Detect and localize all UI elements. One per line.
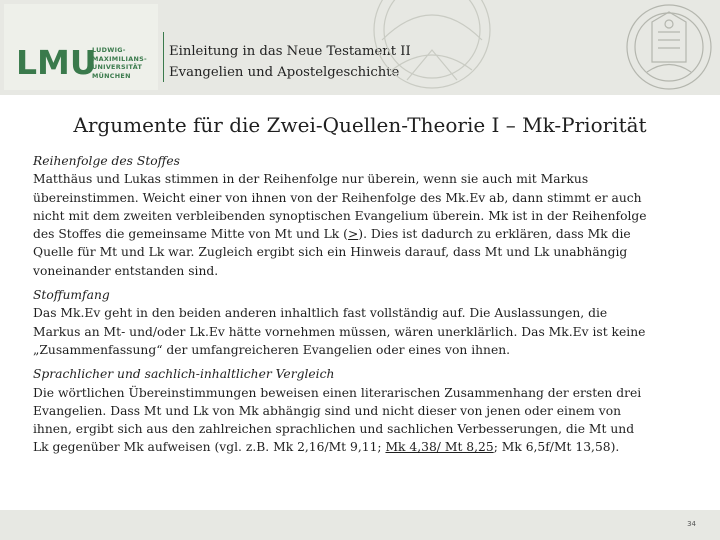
page-number: 34 <box>687 520 696 528</box>
university-name-line: MAXIMILIANS- <box>92 54 147 63</box>
body-line: Quelle für Mt und Lk war. Zugleich ergibt sich ein Hinweis darauf, dass Mt und Lk unabhängig <box>33 245 628 260</box>
lmu-logo <box>4 4 158 90</box>
body-line: Das Mk.Ev geht in den beiden anderen inhaltlich fast vollständig auf. Die Auslassungen, die <box>33 306 608 321</box>
body-text: ; Mk 6,5f/Mt 13,58). <box>493 440 620 455</box>
body-line: Evangelien. Dass Mt und Lk von Mk abhängig sind und nicht dieser von jenen oder einem von <box>33 403 622 418</box>
body-line: voneinander entstanden sind. <box>33 263 219 278</box>
header-divider <box>163 32 164 82</box>
university-name-line: LUDWIG- <box>92 46 126 54</box>
body-text: Lk gegenüber Mk aufweisen (vgl. z.B. Mk 2,16/Mt 9,11; <box>33 440 386 455</box>
reference-link[interactable]: Mk 4,38/ Mt 8,25 <box>385 440 494 455</box>
section-heading: Stoffumfang <box>33 288 110 303</box>
body-line: nicht mit dem zweiten verbleibenden synoptischen Evangelium überein. Mk ist in der Reihenfolge <box>33 208 647 223</box>
university-name <box>92 46 147 80</box>
body-line <box>33 225 705 243</box>
reference-link[interactable]: > <box>347 227 359 242</box>
section-stoffumfang <box>33 286 705 359</box>
body-line: übereinstimmen. Weicht einer von ihnen von der Reihenfolge des Mk.Ev ab, dann stimmt er auch <box>33 190 642 205</box>
body-text: ). Dies ist dadurch zu erklären, dass Mk die <box>358 227 631 242</box>
section-reihenfolge <box>33 152 705 280</box>
seal-watermark-left <box>352 0 512 95</box>
body-line: Matthäus und Lukas stimmen in der Reihenfolge nur überein, wenn sie auch mit Markus <box>33 172 589 187</box>
course-title-line1: Einleitung in das Neue Testament II <box>169 44 411 59</box>
section-heading: Sprachlicher und sachlich-inhaltlicher Vergleich <box>33 367 335 382</box>
slide-footer <box>0 510 720 540</box>
body-line <box>33 438 705 456</box>
slide-title: Argumente für die Zwei-Quellen-Theorie I – Mk-Priorität <box>73 113 647 137</box>
body-line: „Zusammenfassung“ der umfangreicheren Evangelien oder eines von ihnen. <box>33 342 511 357</box>
body-text: des Stoffes die gemeinsame Mitte von Mt und Lk ( <box>33 227 348 242</box>
body-line: ihnen, ergibt sich aus den zahlreichen sprachlichen und sachlichen Verbesserungen, die Mt und <box>33 422 635 437</box>
section-vergleich <box>33 365 705 456</box>
slide-header <box>0 0 720 95</box>
seal-watermark-right <box>622 2 716 92</box>
lmu-logo-mark: LMU <box>16 43 97 82</box>
slide-body <box>33 152 705 463</box>
university-name-line: MÜNCHEN <box>92 71 131 80</box>
body-line: Markus an Mt- und/oder Lk.Ev hätte vornehmen müssen, wären unerklärlich. Das Mk.Ev ist keine <box>33 324 646 339</box>
body-line: Die wörtlichen Übereinstimmungen beweisen einen literarischen Zusammenhang der ersten drei <box>33 385 642 400</box>
university-name-line: UNIVERSITÄT <box>92 63 143 72</box>
section-heading: Reihenfolge des Stoffes <box>33 154 180 168</box>
course-title-line2: Evangelien und Apostelgeschichte <box>169 65 400 80</box>
